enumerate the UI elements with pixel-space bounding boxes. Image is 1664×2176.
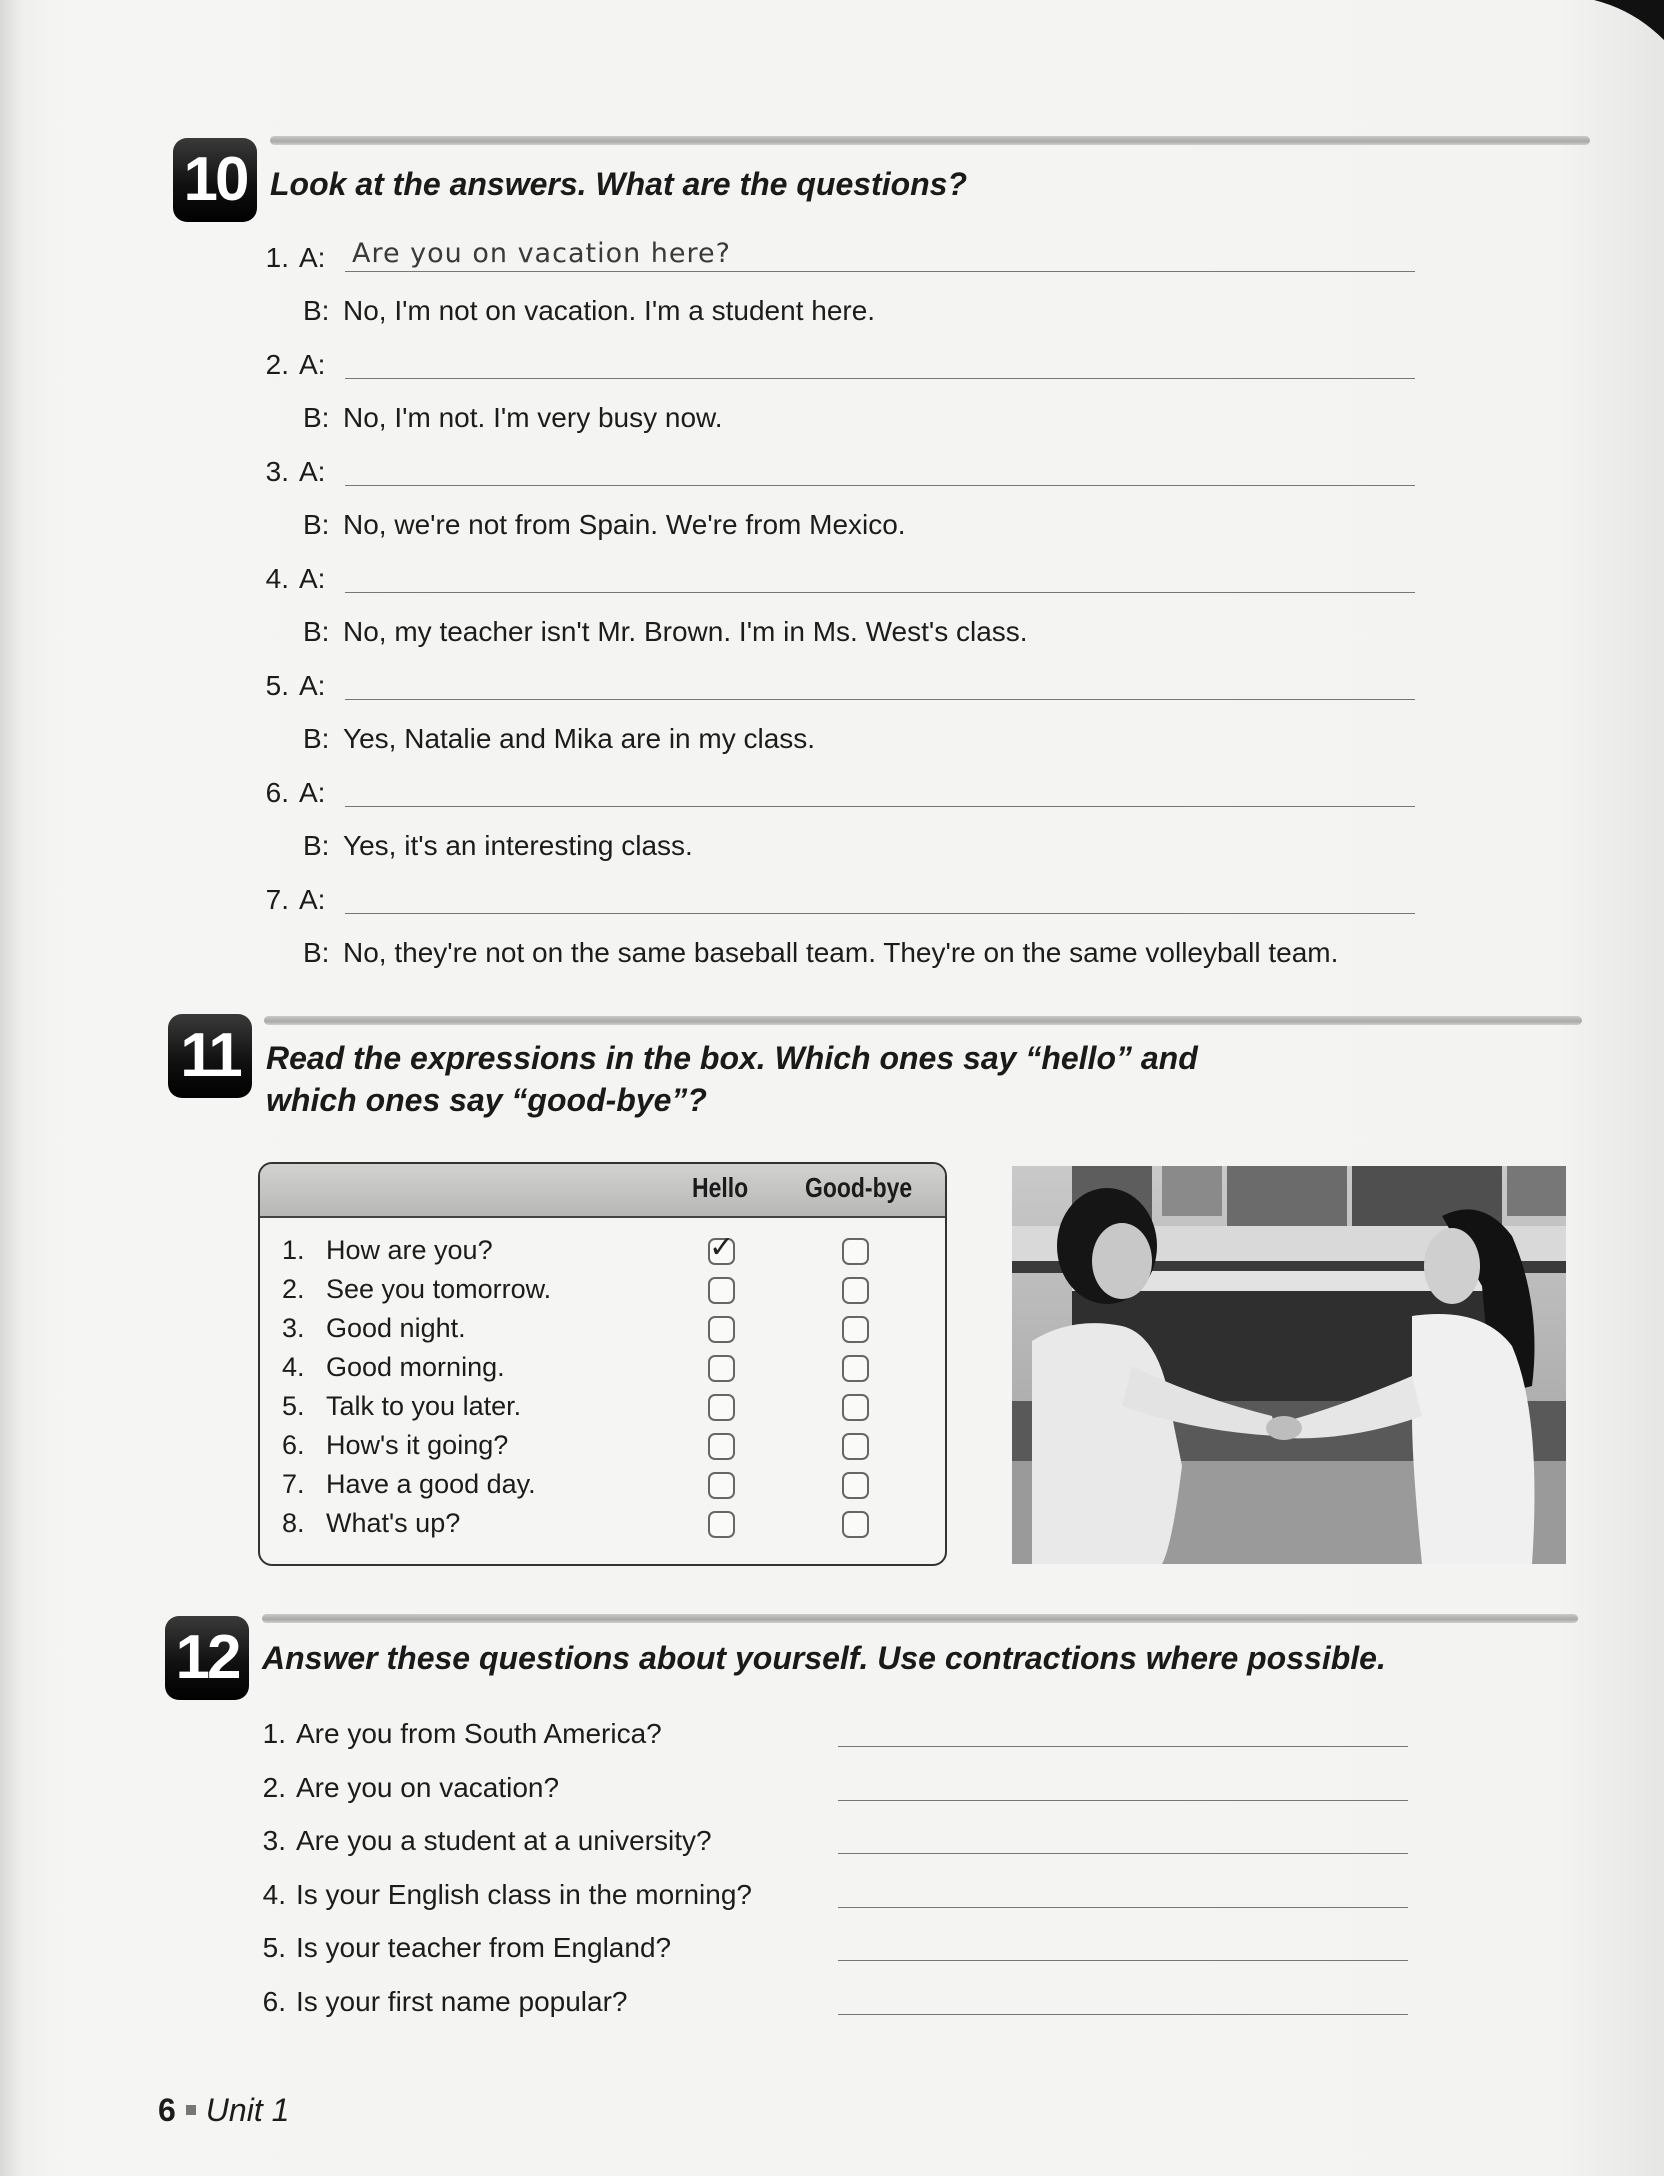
question-answer-blank[interactable] <box>345 806 1415 807</box>
expressions-box <box>258 1162 947 1566</box>
answer-row <box>303 293 875 329</box>
page-footer <box>158 2090 289 2130</box>
speaker-a-label: A: <box>299 242 326 273</box>
item-number: 1. <box>265 242 289 273</box>
answer-row <box>303 828 693 864</box>
expression-text: Good night. <box>326 1313 466 1343</box>
hello-checkbox[interactable] <box>708 1316 735 1343</box>
page-corner-shadow <box>1574 0 1664 40</box>
speaker-b-label: B: <box>303 295 330 326</box>
personal-question-row <box>250 1930 671 1966</box>
hello-checkbox[interactable] <box>708 1511 735 1538</box>
expression-text: How's it going? <box>326 1430 509 1460</box>
expression-text: See you tomorrow. <box>326 1274 552 1304</box>
exercise-11-title-line2: which ones say “good-bye”? <box>266 1082 707 1118</box>
goodbye-checkbox[interactable] <box>842 1511 869 1538</box>
speaker-b-label: B: <box>303 616 330 647</box>
item-number: 2. <box>265 349 289 380</box>
goodbye-checkbox[interactable] <box>842 1472 869 1499</box>
speaker-b-label: B: <box>303 937 330 968</box>
expression-row <box>282 1232 493 1268</box>
personal-question-row <box>250 1716 662 1752</box>
page-number: 6 <box>158 2092 176 2128</box>
question-answer-blank[interactable] <box>345 592 1415 593</box>
personal-answer-blank[interactable] <box>838 1746 1408 1747</box>
personal-question-row <box>250 1984 628 2020</box>
exercise-10-rule <box>270 136 1590 145</box>
exercise-11-rule <box>264 1016 1582 1025</box>
question-answer-blank[interactable] <box>345 271 1415 272</box>
goodbye-checkbox[interactable] <box>842 1355 869 1382</box>
exercise-12-number: 12 <box>165 1616 249 1700</box>
speaker-b-label: B: <box>303 723 330 754</box>
item-number: 4. <box>265 563 289 594</box>
column-header-hello: Hello <box>692 1172 749 1203</box>
item-number: 5. <box>265 670 289 701</box>
expression-number: 6. <box>282 1430 305 1460</box>
given-answer-text: No, I'm not. I'm very busy now. <box>343 402 723 433</box>
expression-text: What's up? <box>326 1508 461 1538</box>
speaker-b-label: B: <box>303 402 330 433</box>
question-row <box>253 240 339 276</box>
expression-number: 5. <box>282 1391 305 1421</box>
expression-number: 2. <box>282 1274 305 1304</box>
question-answer-blank[interactable] <box>345 699 1415 700</box>
expression-row <box>282 1388 521 1424</box>
given-answer-text: No, they're not on the same baseball team. They're on the same volleyball team. <box>343 937 1339 968</box>
speaker-a-label: A: <box>299 563 326 594</box>
expression-number: 3. <box>282 1313 305 1343</box>
item-number: 7. <box>265 884 289 915</box>
speaker-a-label: A: <box>299 884 326 915</box>
personal-question-row <box>250 1877 752 1913</box>
speaker-b-label: B: <box>303 509 330 540</box>
given-answer-text: No, my teacher isn't Mr. Brown. I'm in Ms. West's class. <box>343 616 1028 647</box>
personal-answer-blank[interactable] <box>838 1800 1408 1801</box>
question-text: Is your first name popular? <box>296 1986 628 2017</box>
question-number: 4. <box>262 1879 286 1910</box>
exercise-11-title-line1: Read the expressions in the box. Which ones say “hello” and <box>266 1040 1198 1076</box>
expression-row <box>282 1271 551 1307</box>
question-number: 6. <box>262 1986 286 2017</box>
given-answer-text: Yes, Natalie and Mika are in my class. <box>343 723 816 754</box>
item-number: 6. <box>265 777 289 808</box>
expression-number: 4. <box>282 1352 305 1382</box>
handwritten-answer: Are you on vacation here? <box>352 238 731 269</box>
question-text: Are you from South America? <box>296 1718 662 1749</box>
hello-checkbox[interactable] <box>708 1472 735 1499</box>
question-number: 2. <box>262 1772 286 1803</box>
expression-text: Good morning. <box>326 1352 505 1382</box>
question-number: 1. <box>262 1718 286 1749</box>
personal-answer-blank[interactable] <box>838 2014 1408 2015</box>
goodbye-checkbox[interactable] <box>842 1238 869 1265</box>
given-answer-text: No, we're not from Spain. We're from Mexico. <box>343 509 906 540</box>
expression-number: 8. <box>282 1508 305 1538</box>
expression-number: 7. <box>282 1469 305 1499</box>
goodbye-checkbox[interactable] <box>842 1433 869 1460</box>
personal-question-row <box>250 1770 559 1806</box>
expression-text: Talk to you later. <box>326 1391 522 1421</box>
goodbye-checkbox[interactable] <box>842 1316 869 1343</box>
speaker-a-label: A: <box>299 349 326 380</box>
speaker-a-label: A: <box>299 777 326 808</box>
question-row <box>253 347 339 383</box>
answer-row <box>303 614 1028 650</box>
question-row <box>253 454 339 490</box>
given-answer-text: No, I'm not on vacation. I'm a student here. <box>343 295 876 326</box>
speaker-a-label: A: <box>299 670 326 701</box>
question-number: 5. <box>262 1932 286 1963</box>
question-row <box>253 882 339 918</box>
checkmark-icon: ✓ <box>709 1230 735 1265</box>
exercise-10-title: Look at the answers. What are the questions? <box>270 166 968 202</box>
question-text: Is your English class in the morning? <box>296 1879 752 1910</box>
answer-row <box>303 400 723 436</box>
personal-answer-blank[interactable] <box>838 1907 1408 1908</box>
exercise-10-number: 10 <box>173 138 257 222</box>
hello-checkbox[interactable] <box>708 1433 735 1460</box>
expression-row <box>282 1349 505 1385</box>
expression-text: Have a good day. <box>326 1469 536 1499</box>
question-answer-blank[interactable] <box>345 485 1415 486</box>
question-row <box>253 561 339 597</box>
expression-row <box>282 1310 466 1346</box>
personal-question-row <box>250 1823 712 1859</box>
expression-number: 1. <box>282 1235 305 1265</box>
question-row <box>253 668 339 704</box>
hello-checkbox[interactable] <box>708 1355 735 1382</box>
item-number: 3. <box>265 456 289 487</box>
question-number: 3. <box>262 1825 286 1856</box>
answer-row <box>303 935 1338 971</box>
speaker-b-label: B: <box>303 830 330 861</box>
question-answer-blank[interactable] <box>345 913 1415 914</box>
personal-answer-blank[interactable] <box>838 1853 1408 1854</box>
exercise-12-title: Answer these questions about yourself. Use contractions where possible. <box>262 1640 1386 1676</box>
question-answer-blank[interactable] <box>345 378 1415 379</box>
personal-answer-blank[interactable] <box>838 1960 1408 1961</box>
expression-row <box>282 1427 508 1463</box>
exercise-11-number: 11 <box>168 1014 252 1098</box>
given-answer-text: Yes, it's an interesting class. <box>343 830 693 861</box>
exercise-12-rule <box>262 1614 1578 1623</box>
column-header-goodbye: Good-bye <box>805 1172 913 1203</box>
photo-two-women-shaking-hands <box>1012 1166 1566 1564</box>
answer-row <box>303 507 906 543</box>
goodbye-checkbox[interactable] <box>842 1394 869 1421</box>
goodbye-checkbox[interactable] <box>842 1277 869 1304</box>
question-text: Is your teacher from England? <box>296 1932 672 1963</box>
question-text: Are you on vacation? <box>296 1772 560 1803</box>
unit-label: Unit 1 <box>205 2092 290 2128</box>
question-text: Are you a student at a university? <box>296 1825 712 1856</box>
expressions-box-header <box>260 1164 945 1218</box>
answer-row <box>303 721 815 757</box>
speaker-a-label: A: <box>299 456 326 487</box>
question-row <box>253 775 339 811</box>
expression-row <box>282 1466 536 1502</box>
footer-separator-icon <box>186 2105 196 2115</box>
expression-row <box>282 1505 460 1541</box>
hello-checkbox[interactable] <box>708 1277 735 1304</box>
hello-checkbox[interactable] <box>708 1394 735 1421</box>
expression-text: How are you? <box>326 1235 493 1265</box>
